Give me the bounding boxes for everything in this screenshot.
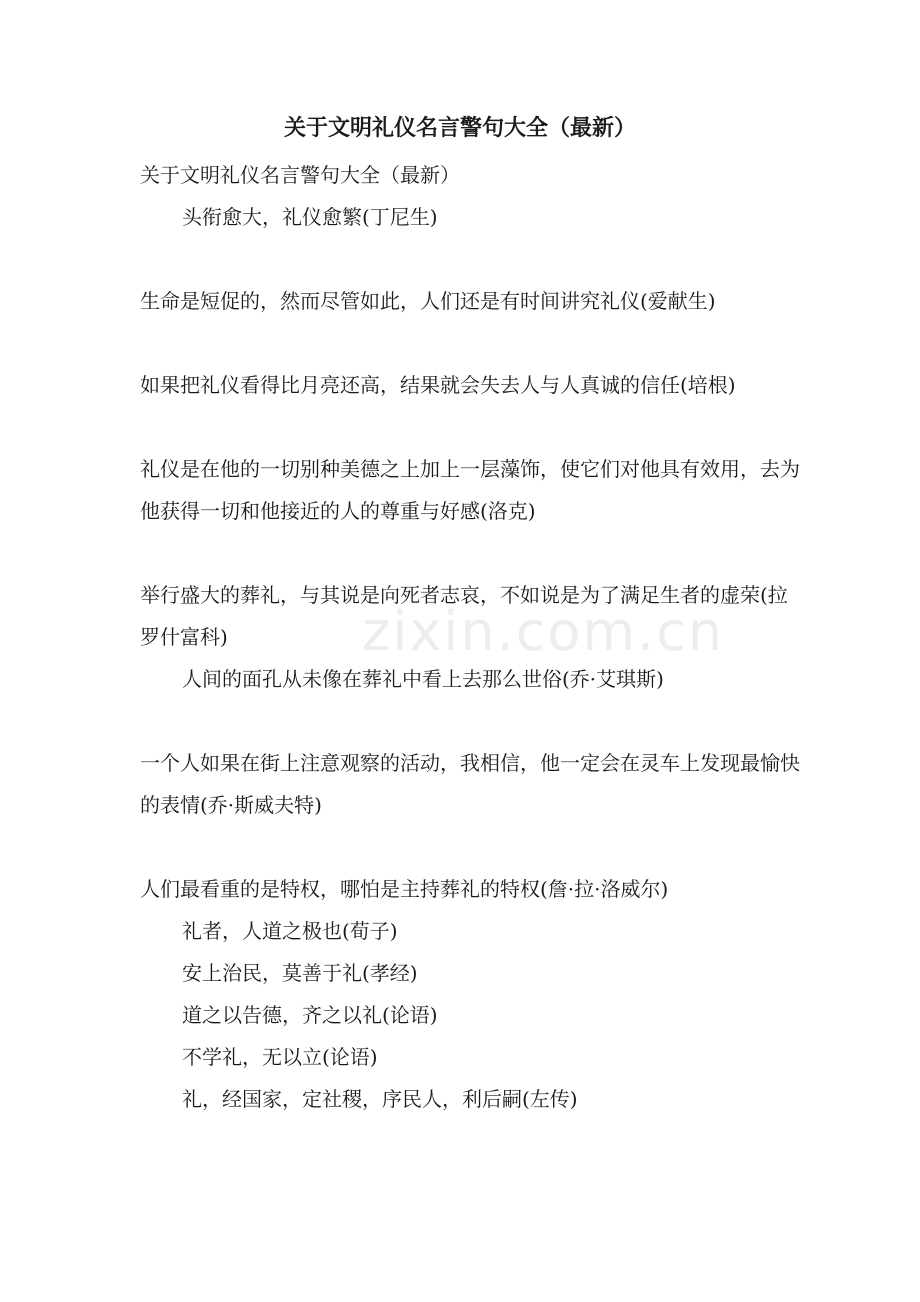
paragraph: 一个人如果在街上注意观察的活动，我相信，他一定会在灵车上发现最愉快的表情(乔·斯威夫特) — [140, 751, 800, 817]
paragraph: 如果把礼仪看得比月亮还高，结果就会失去人与人真诚的信任(培根) — [140, 373, 736, 397]
paragraph: 人们最看重的是特权，哪怕是主持葬礼的特权(詹·拉·洛威尔) — [140, 877, 669, 901]
paragraph: 礼仪是在他的一切别种美德之上加上一层藻饰，使它们对他具有效用，去为他获得一切和他接近的人的尊重与好感(洛克) — [140, 457, 800, 523]
paragraph: 礼者，人道之极也(荀子) — [182, 919, 398, 943]
paragraph: 礼，经国家，定社稷，序民人，利后嗣(左传) — [182, 1087, 578, 1111]
paragraph: 不学礼，无以立(论语) — [182, 1045, 378, 1069]
paragraph: 生命是短促的，然而尽管如此，人们还是有时间讲究礼仪(爱献生) — [140, 289, 716, 313]
paragraph: 安上治民，莫善于礼(孝经) — [182, 961, 418, 985]
watermark: zixin.com.cn — [362, 600, 725, 663]
paragraph: 关于文明礼仪名言警句大全（最新） — [140, 163, 460, 187]
paragraph: 举行盛大的葬礼，与其说是向死者志哀，不如说是为了满足生者的虚荣(拉罗什富科) — [140, 583, 788, 649]
paragraph: 头衔愈大，礼仪愈繁(丁尼生) — [182, 205, 438, 229]
paragraph: 人间的面孔从未像在葬礼中看上去那么世俗(乔·艾琪斯) — [182, 667, 664, 691]
paragraph: 道之以告德，齐之以礼(论语) — [182, 1003, 438, 1027]
document-title: 关于文明礼仪名言警句大全（最新） — [283, 115, 636, 141]
